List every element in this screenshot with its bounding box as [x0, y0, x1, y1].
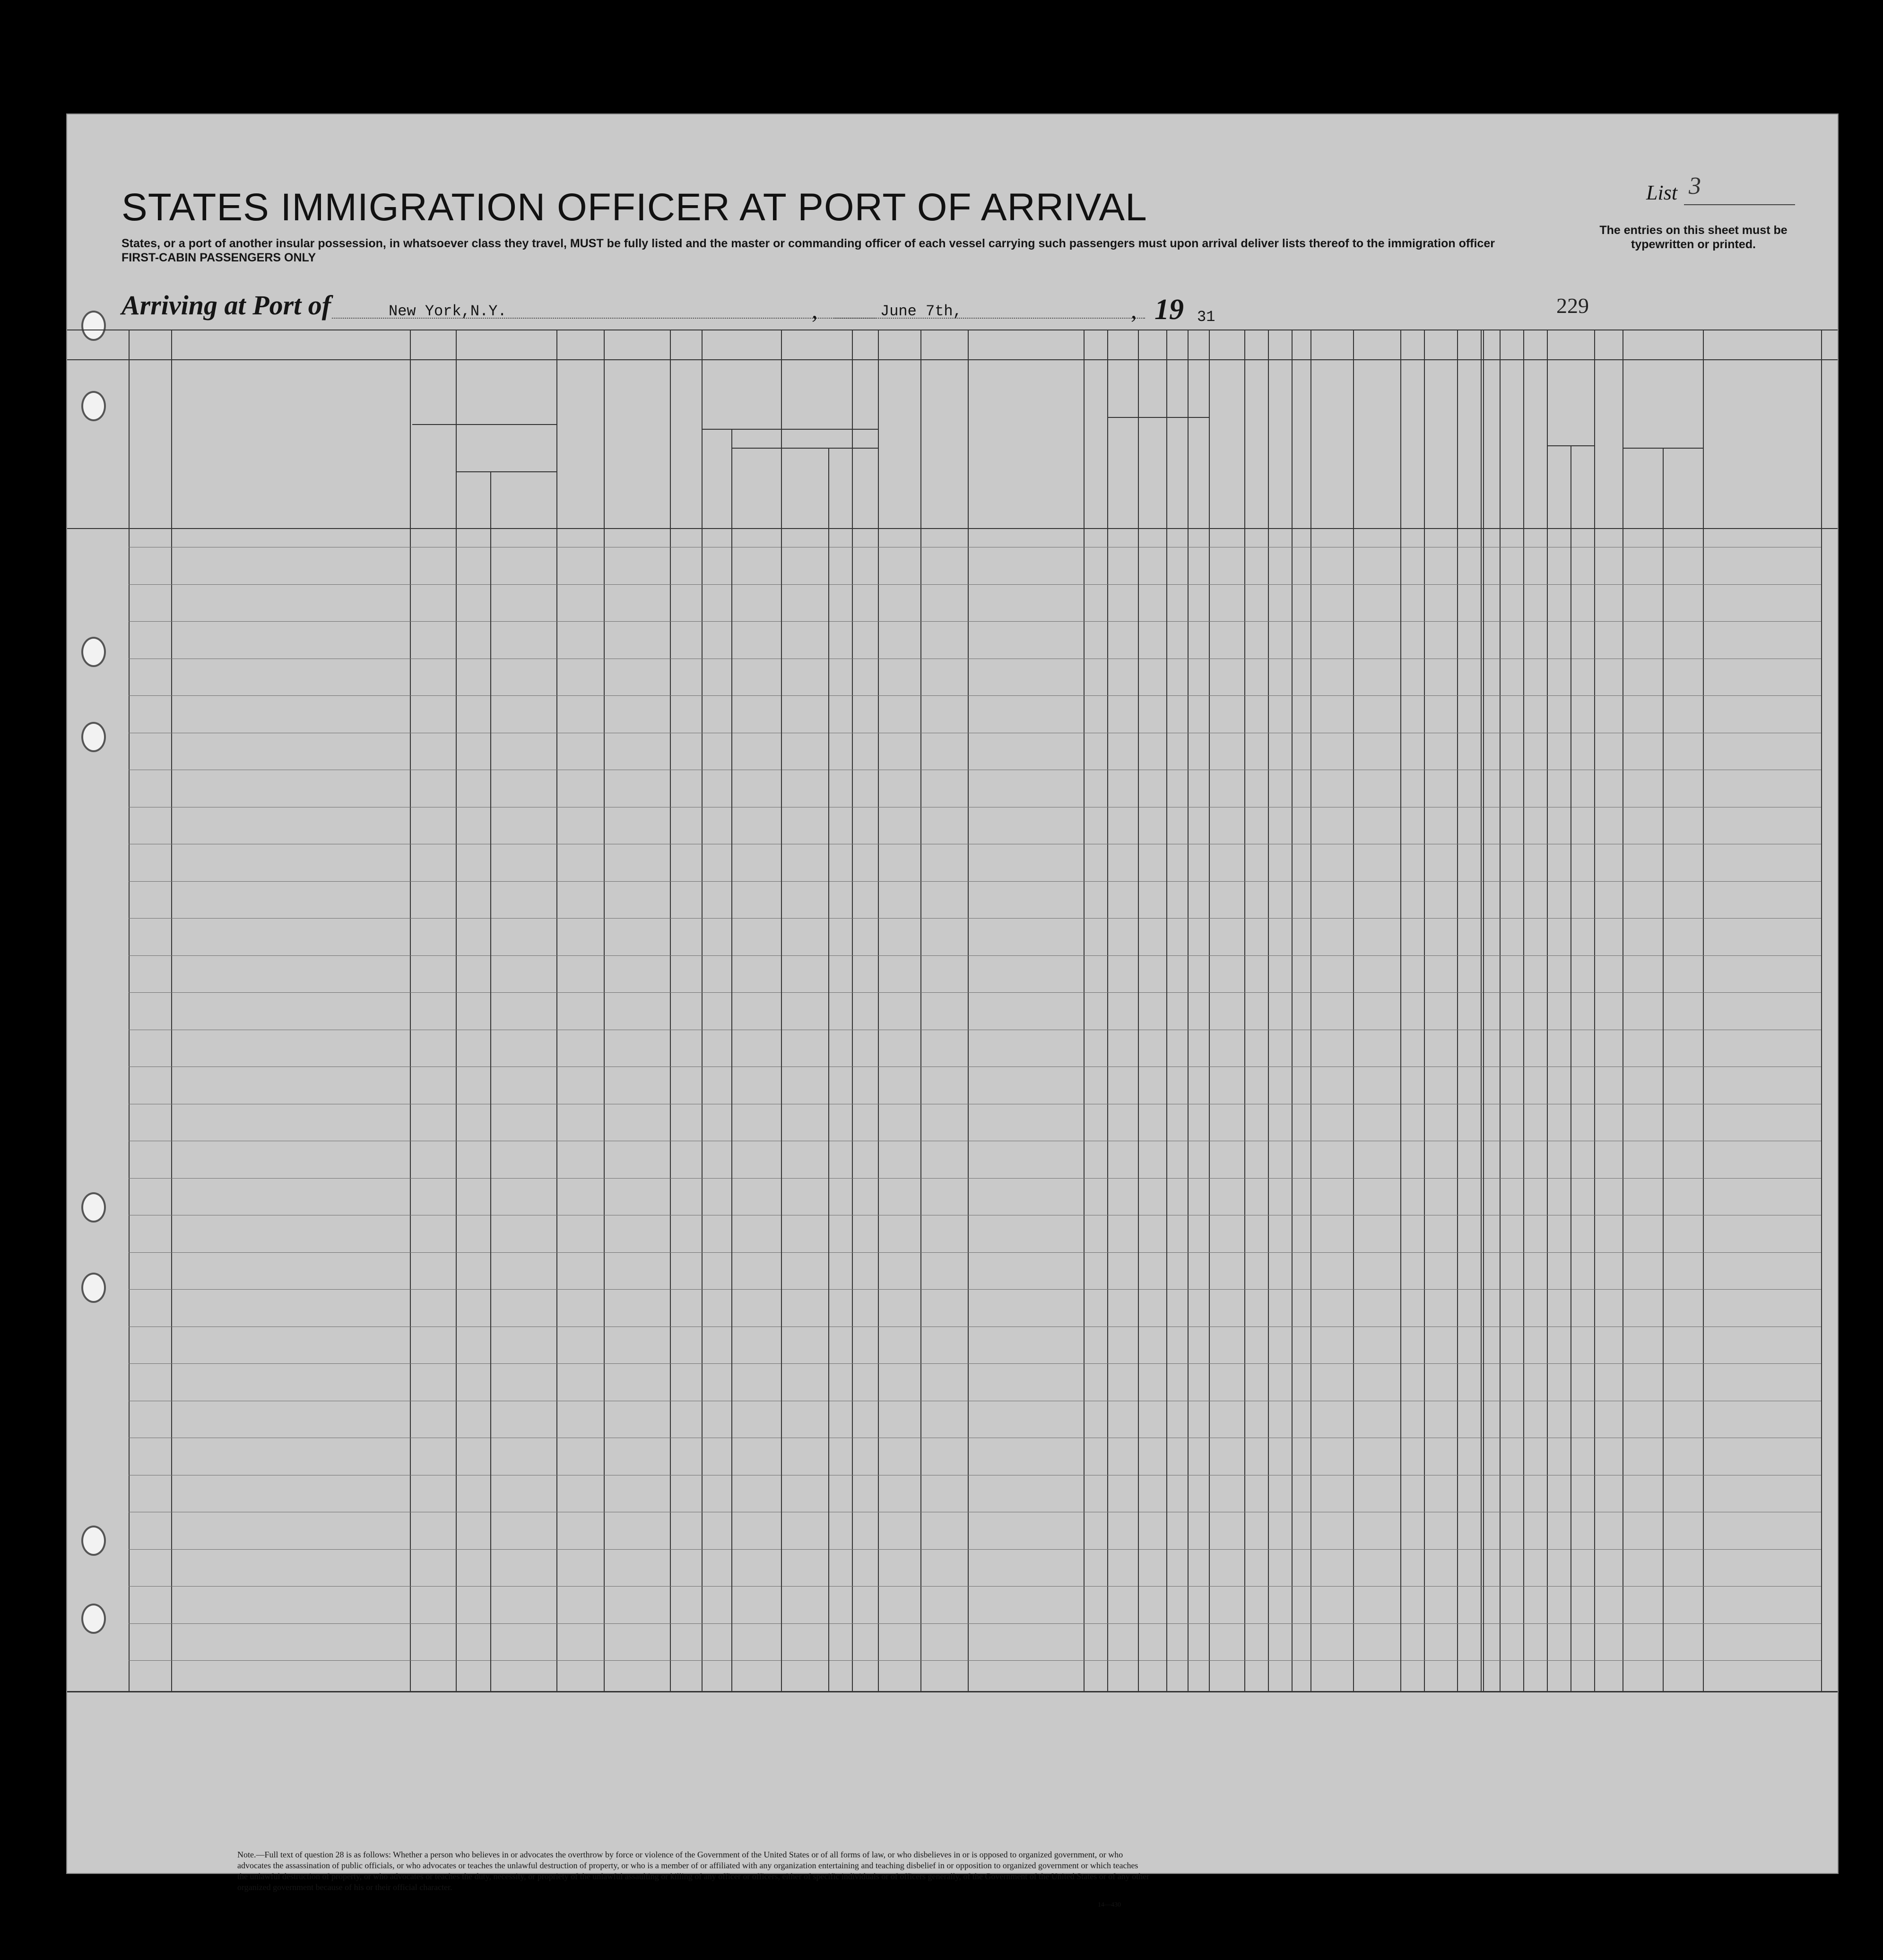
column-divider: [1400, 330, 1401, 1691]
column-divider: [410, 330, 411, 1691]
column-divider: [1523, 330, 1524, 1691]
column-divider: [456, 424, 457, 528]
row-rule: [129, 955, 1821, 956]
column-divider: [828, 448, 829, 1691]
column-divider: [781, 448, 782, 1691]
list-label: List: [1646, 181, 1678, 204]
column-divider: [731, 429, 732, 1691]
column-divider: [604, 330, 605, 1691]
year-prefix: 19: [1154, 294, 1184, 326]
header-bottom-border: [67, 528, 1838, 529]
row-rule: [129, 1623, 1821, 1624]
manifest-sheet: STATES IMMIGRATION OFFICER AT PORT OF ARRIVAL States, or a port of another insular possession, in whatsoever class they travel, MUST be fully listed and the master or commanding officer of each vessel carrying such passengers must upon arrival deliver lists thereof to the immigration officer FIRST-CABIN PASSENGERS ONLY List 3 The entries on this sheet must be typewritten or printed. Arriving at Port of New York,N.Y. , June 7th, , 19 31 229 Note.—Full text of question 28 is as follows: Whether a person who believes in or advocates the overthrow by force or violence of the Government of the United States or of all forms of law, or who disbelieves in or is opposed to organized government, or who advocates the assassination of public officials, or who advocates or teaches the unlawful destruction of property, or who is a member of or affiliated with any organization entertaining and teaching disbelief in or opposition to organized government or which teaches the unlawful destruction of property, or who advocates or teaches the duty, necessity, or propriety of the unlawful assaulting or killing of any officer or officers, either of specific individuals or of officers generally, of the Government of the United States or of any other organized government because of his or their official character. 14—430: [66, 113, 1839, 1874]
table-bottom-border: [67, 1691, 1838, 1692]
row-rule: [129, 1549, 1821, 1550]
row-rule: [129, 584, 1821, 585]
date-underline: [833, 318, 1145, 319]
column-divider: [456, 330, 457, 1691]
column-divider: [1292, 330, 1293, 1691]
year-suffix: 31: [1197, 308, 1215, 326]
row-rule: [129, 1178, 1821, 1179]
list-number: 3: [1689, 173, 1701, 199]
list-underline: [1684, 204, 1795, 205]
row-rule: [129, 621, 1821, 622]
row-rule: [129, 992, 1821, 993]
column-divider: [171, 330, 172, 1691]
purpose-subheader-c: [1168, 419, 1207, 526]
column-header-25: [1210, 367, 1243, 523]
form-title: STATES IMMIGRATION OFFICER AT PORT OF ARRIVAL: [121, 186, 1147, 229]
column-divider: [1310, 330, 1311, 1691]
punch-hole: [81, 637, 106, 667]
column-divider: [1353, 330, 1354, 1691]
date-value: June 7th,: [880, 303, 962, 320]
column-number-border: [67, 359, 1838, 360]
column-divider: [1500, 330, 1501, 1691]
inches-subheader: [1572, 478, 1593, 521]
column-divider: [968, 330, 969, 1691]
column-divider: [556, 330, 557, 1691]
subheader-border: [412, 424, 556, 425]
column-divider: [490, 471, 491, 1691]
column-divider: [1209, 330, 1210, 1691]
footnote: Note.—Full text of question 28 is as follows: Whether a person who believes in or advocates the overthrow by force or violence of the Government of the United States or of all forms of law, or who disbelieves in or is opposed to organized government, or who advocates the assassination of public officials, or who advocates or teaches the unlawful destruction of property, or who is a member of or affiliated with any organization entertaining and teaching disbelief in or opposition to organized government or which teaches the unlawful destruction of property, or who advocates or teaches the duty, necessity, or propriety of the unlawful assaulting or killing of any officer or officers, either of specific individuals or of officers generally, of the Government of the United States or of any other organized government because of his or their official character.: [237, 1850, 1150, 1892]
column-divider: [702, 330, 703, 1691]
punch-hole: [81, 1192, 106, 1223]
column-divider: [129, 330, 130, 1691]
column-header-29: [1354, 367, 1399, 523]
column-divider: [878, 330, 879, 1691]
subheader-border: [456, 471, 556, 472]
column-divider: [920, 330, 921, 1691]
column-divider: [1663, 448, 1664, 1691]
column-divider: [1483, 330, 1484, 1691]
punch-hole: [81, 1273, 106, 1303]
row-rule: [129, 1660, 1821, 1661]
column-header-19: [560, 367, 600, 523]
purpose-subheader-b: [1139, 419, 1165, 526]
punch-hole: [81, 391, 106, 421]
column-divider: [1703, 330, 1704, 1691]
column-header-26: [1246, 367, 1267, 523]
purpose-subheader-a: [1109, 419, 1136, 526]
row-rule: [129, 1289, 1821, 1290]
sheet-number: 229: [1556, 294, 1589, 318]
column-divider: [1481, 330, 1482, 1691]
subheader-border: [1107, 417, 1209, 418]
column-divider: [852, 330, 853, 1691]
column-divider: [1084, 330, 1085, 1691]
punch-hole: [81, 1604, 106, 1634]
column-header-31: [1425, 367, 1456, 523]
column-divider: [1547, 330, 1548, 1691]
column-divider: [1821, 330, 1822, 1691]
subheader-border: [702, 429, 878, 430]
column-header-27: [1269, 367, 1291, 523]
column-divider: [1138, 417, 1139, 1691]
column-header-30: [1402, 367, 1423, 523]
typewritten-notice: The entries on this sheet must be typewritten or printed.: [1599, 224, 1788, 251]
row-rule: [129, 1586, 1821, 1587]
punch-hole: [81, 311, 106, 341]
column-header-21: [672, 367, 700, 523]
form-number: 14—430: [1098, 1901, 1121, 1908]
feet-subheader: [1548, 483, 1569, 521]
port-value: New York,N.Y.: [389, 303, 507, 320]
row-rule: [129, 695, 1821, 696]
arriving-label: Arriving at Port of: [121, 290, 331, 321]
row-rule: [129, 918, 1821, 919]
row-rule: [129, 881, 1821, 882]
column-divider: [670, 330, 671, 1691]
punch-hole: [81, 1526, 106, 1556]
column-divider: [1107, 330, 1108, 1691]
column-divider: [1166, 417, 1167, 1691]
column-divider: [1457, 330, 1458, 1691]
punch-hole: [81, 722, 106, 752]
row-rule: [129, 1252, 1821, 1253]
column-divider: [1268, 330, 1269, 1691]
column-divider: [1188, 330, 1189, 1691]
subheader-border: [731, 448, 878, 449]
row-rule: [129, 1363, 1821, 1364]
column-header-28: [1293, 367, 1352, 523]
column-divider: [1424, 330, 1425, 1691]
column-divider: [1244, 330, 1245, 1691]
form-subtitle: States, or a port of another insular possession, in whatsoever class they travel, MUST be fully listed and the master or commanding officer of each vessel carrying such passengers must upon arrival deliver lists thereof to the immigration officer FIRST-CABIN PASSENGERS ONLY: [121, 237, 1495, 264]
column-divider: [1594, 330, 1595, 1691]
